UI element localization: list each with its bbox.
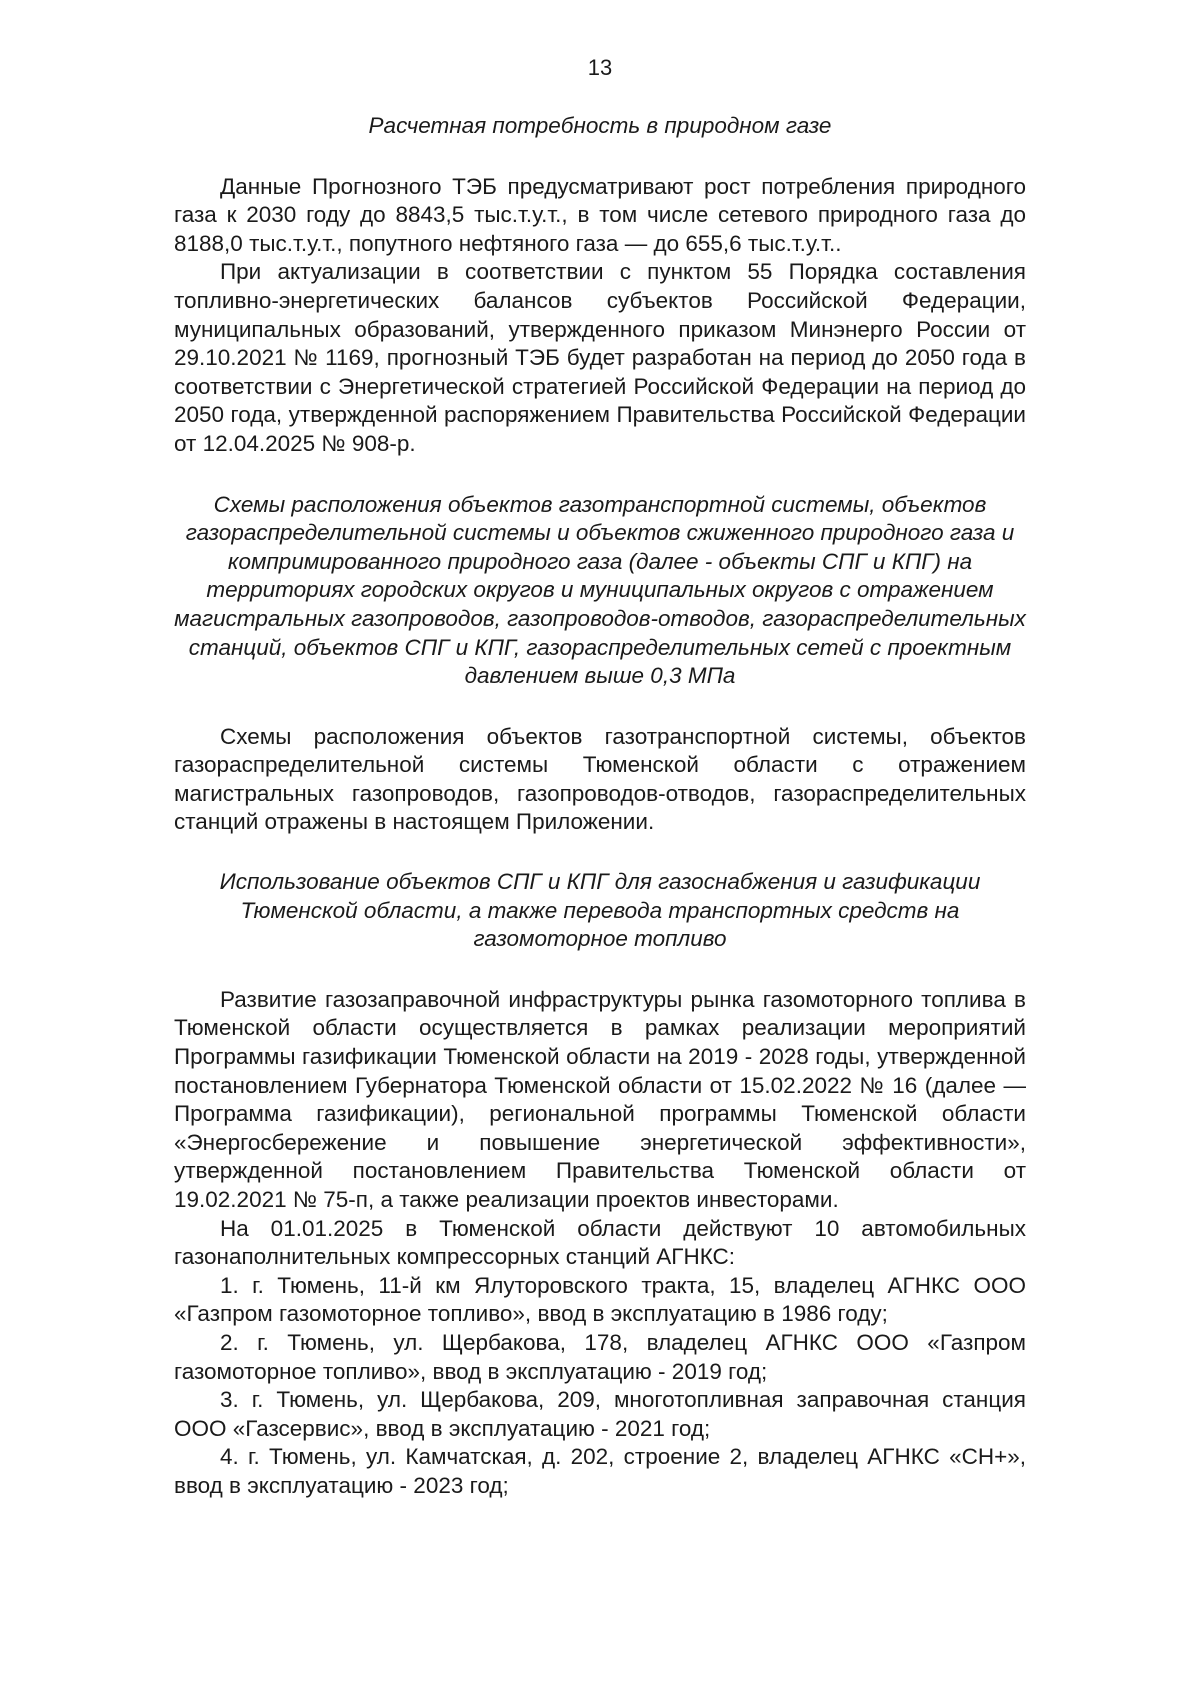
paragraph-infrastructure: Развитие газозаправочной инфраструктуры рынка газомоторного топлива в Тюменской области осуществляется в рамках реализации мероприятий Программы газификации Тюменской области на 2019 - 2028 годы, утвержденной постановлением Губернатора Тюменской области от 15.02.2022 № 16 (далее — Программа газификации), региональной программы Тюменской области «Энергосбережение и повышение энергетической эффективности», утвержденной постановлением Правительства Тюменской области от 19.02.2021 № 75-п, а также реализации проектов инвесторами. (174, 986, 1026, 1212)
list-item: 4. г. Тюмень, ул. Камчатская, д. 202, строение 2, владелец АГНКС «СН+», ввод в эксплуатацию - 2023 год; (174, 1444, 1026, 1498)
section-heading-lng-cng-use: Использование объектов СПГ и КПГ для газоснабжения и газификации Тюменской области, а также перевода транспортных средств на газомоторное топливо (219, 869, 981, 952)
list-item: 1. г. Тюмень, 11-й км Ялуторовского тракта, 15, владелец АГНКС ООО «Газпром газомоторное топливо», ввод в эксплуатацию в 1986 году; (174, 1272, 1026, 1327)
list-item: 2. г. Тюмень, ул. Щербакова, 178, владелец АГНКС ООО «Газпром газомоторное топливо», ввод в эксплуатацию - 2019 год; (174, 1329, 1026, 1384)
section-heading-gas-demand: Расчетная потребность в природном газе (368, 113, 832, 138)
paragraph-schemes: Схемы расположения объектов газотранспортной системы, объектов газораспределительной системы Тюменской области с отражением магистральных газопроводов, газопроводов-отводов, газораспределительных станций отражены в настоящем Приложении. (174, 723, 1026, 835)
section-heading-schemes: Схемы расположения объектов газотранспортной системы, объектов газораспределительной системы и объектов сжиженного природного газа и компримированного природного газа (далее - объекты СПГ и КПГ) на территориях городских округов и муниципальных округов с отражением магистральных газопроводов, газопроводов-отводов, газораспределительных станций, объектов СПГ и КПГ, газораспределительных сетей с проектным давлением выше 0,3 МПа (174, 491, 1026, 689)
paragraph-forecast: Данные Прогнозного ТЭБ предусматривают рост потребления природного газа к 2030 году до 8843,5 тыс.т.у.т., в том числе сетевого природного газа до 8188,0 тыс.т.у.т., попутного нефтяного газа — до 655,6 тыс.т.у.т.. (174, 173, 1026, 256)
list-item: 3. г. Тюмень, ул. Щербакова, 209, многотопливная заправочная станция ООО «Газсервис», ввод в эксплуатацию - 2021 год; (174, 1387, 1026, 1441)
page-number: 13 (587, 55, 613, 80)
paragraph-stations-count: На 01.01.2025 в Тюменской области действуют 10 автомобильных газонаполнительных компрессорных станций АГНКС: (174, 1215, 1026, 1270)
page-content (174, 112, 1026, 1501)
paragraph-actualization: При актуализации в соответствии с пунктом 55 Порядка составления топливно-энергетических балансов субъектов Российской Федерации, муниципальных образований, утвержденного приказом Минэнерго России от 29.10.2021 № 1169, прогнозный ТЭБ будет разработан на период до 2050 года в соответствии с Энергетической стратегией Российской Федерации на период до 2050 года, утвержденной распоряжением Правительства Российской Федерации от 12.04.2025 № 908-р. (174, 259, 1026, 456)
